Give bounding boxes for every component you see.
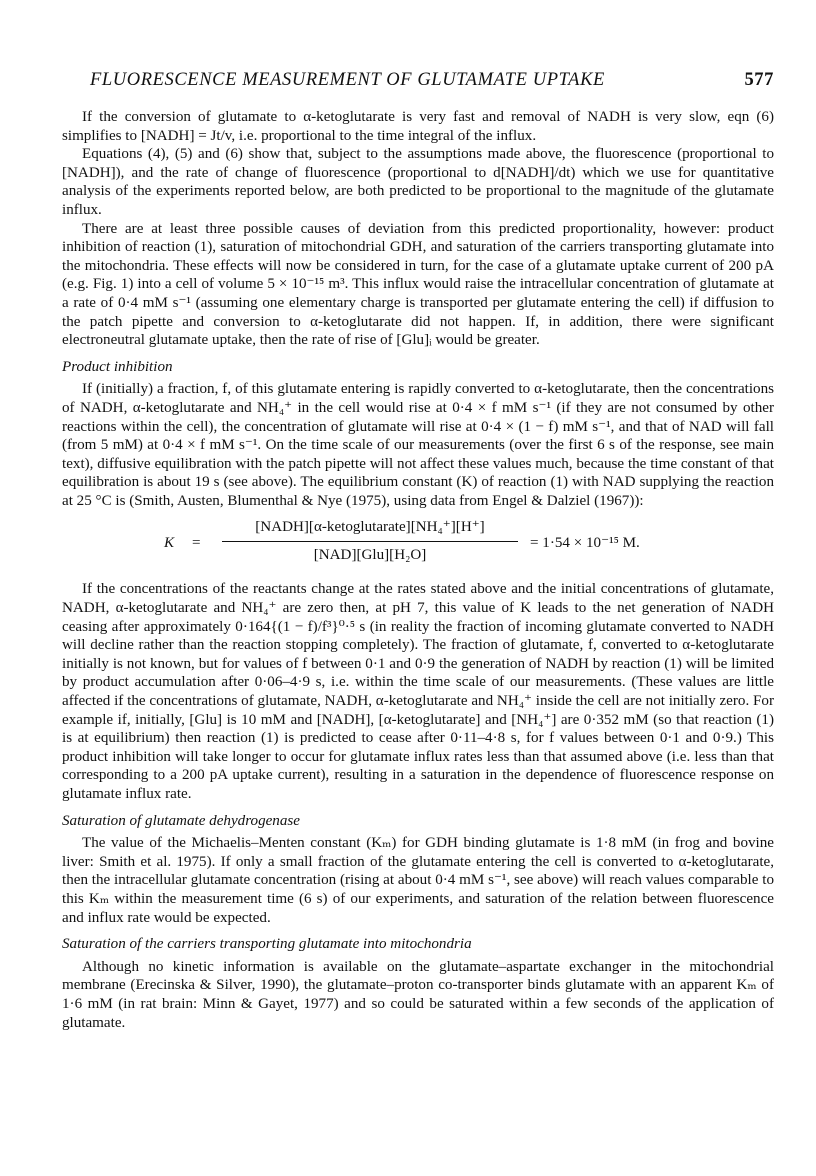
paragraph: Although no kinetic information is available on the glutamate–aspartate exchanger in the mitochondrial membrane (Erecinska & Silver, 1990), the glutamate–proton co-transporter binds glutamate with an apparent Kₘ of 1·6 mM (in rat brain: Minn & Gayet, 1977) and so could be saturated within a few seconds of the application of glutamate.	[62, 958, 774, 1031]
paragraph: There are at least three possible causes of deviation from this predicted proportionality, however: product inhibition of reaction (1), saturation of mitochondrial GDH, and saturation of the carriers transporting glutamate into the mitochondria. These effects will now be considered in turn, for the case of a glutamate uptake current of 200 pA (e.g. Fig. 1) into a cell of volume 5 × 10⁻¹⁵ m³. This influx would raise the intracellular concentration of glutamate at a rate of 0·4 mM s⁻¹ (assuming one elementary charge is transported per glutamate entering the cell) if diffusion to the patch pipette and conversion to α-ketoglutarate did not happen. If, in addition, there were significant electroneutral glutamate uptake, then the rate of rise of [Glu]ᵢ would be greater.	[62, 220, 774, 349]
equation-equals: =	[192, 535, 201, 552]
equation-rhs: = 1·54 × 10⁻¹⁵ M.	[530, 535, 640, 552]
paragraph: Equations (4), (5) and (6) show that, subject to the assumptions made above, the fluorescence (proportional to [NADH]), and the rate of change of fluorescence (proportional to d[NADH]/dt) which we use for quantitative analysis of the experiments reported below, are both predicted to be proportional to the magnitude of the glutamate influx.	[62, 146, 774, 218]
paragraph: The value of the Michaelis–Menten constant (Kₘ) for GDH binding glutamate is 1·8 mM (in frog and bovine liver: Smith et al. 1975). If only a small fraction of the glutamate entering the cell is converted to α-ketoglutarate, then the intracellular glutamate concentration (rising at about 0·4 mM s⁻¹, see above) will reach values comparable to this Kₘ within the measurement time (6 s) of our experiments, and saturation of the relation between fluorescence and influx rate would be expected.	[62, 835, 774, 926]
section-heading-carrier-saturation: Saturation of the carriers transporting glutamate into mitochondria	[62, 936, 472, 953]
section-heading-product-inhibition: Product inhibition	[62, 358, 173, 375]
page-number: 577	[744, 70, 774, 90]
equation-lhs: K	[164, 535, 175, 552]
equation-denominator: [NAD][Glu][H₂O]	[313, 547, 427, 564]
article-body	[62, 108, 774, 1032]
paragraph: If the conversion of glutamate to α-ketoglutarate is very fast and removal of NADH is very slow, eqn (6) simplifies to [NADH] = Jt/v, i.e. proportional to the time integral of the influx.	[62, 109, 774, 144]
fraction-bar	[222, 541, 518, 542]
paragraph: If the concentrations of the reactants change at the rates stated above and the initial concentrations of glutamate, NADH, α-ketoglutarate and NH₄⁺ are zero then, at pH 7, this value of K leads to the net generation of NADH ceasing after approximately 0·164{(1 − f)/f³}⁰·⁵ s (in reality the fraction of incoming glutamate converted to NADH will decline rather than the reaction stopping completely). The fraction of glutamate, f, converted to α-ketoglutarate initially is not known, but for values of f between 0·1 and 0·9 the generation of NADH by reaction (1) will be limited by product accumulation after 0·06–4·9 s, i.e. within the time scale of our measurements. (These values are little affected if the concentrations of glutamate, NADH, α-ketoglutarate and NH₄⁺ inside the cell are not initially zero. For example if, initially, [Glu] is 10 mM and [NADH], [α-ketoglutarate] and [NH₄⁺] are 0·352 mM (so that reaction (1) is at equilibrium) then reaction (1) is predicted to cease after 0·11–4·8 s, for f values between 0·1 and 0·9.) This product inhibition will take longer to occur for glutamate influx rates less than that assumed above (i.e. less than that corresponding to a 200 pA uptake current), resulting in a saturation in the dependence of fluorescence response on glutamate influx rate.	[62, 581, 774, 802]
running-header	[62, 70, 774, 96]
paragraph: If (initially) a fraction, f, of this glutamate entering is rapidly converted to α-ketoglutarate, then the concentrations of NADH, α-ketoglutarate and NH₄⁺ in the cell would rise at 0·4 × f mM s⁻¹ (if they are not consumed by other reactions within the cell), the concentration of glutamate will rise at 0·4 × (1 − f) mM s⁻¹, and that of NAD will fall (from 5 mM) at 0·4 × f mM s⁻¹. On the time scale of our measurements (over the first 6 s of the response, see main text), diffusive equilibration with the patch pipette will not affect these values much, because the time constant of that equilibration is about 19 s (see above). The equilibrium constant (K) of reaction (1) with NAD supplying the reaction at 25 °C is (Smith, Austen, Blumenthal & Nye (1975), using data from Engel & Dalziel (1967)):	[62, 381, 774, 509]
section-heading-gdh-saturation: Saturation of glutamate dehydrogenase	[62, 812, 300, 829]
equation-numerator: [NADH][α-ketoglutarate][NH₄⁺][H⁺]	[255, 519, 485, 536]
equilibrium-equation	[62, 516, 774, 572]
running-title: FLUORESCENCE MEASUREMENT OF GLUTAMATE UPTAKE	[90, 70, 605, 90]
